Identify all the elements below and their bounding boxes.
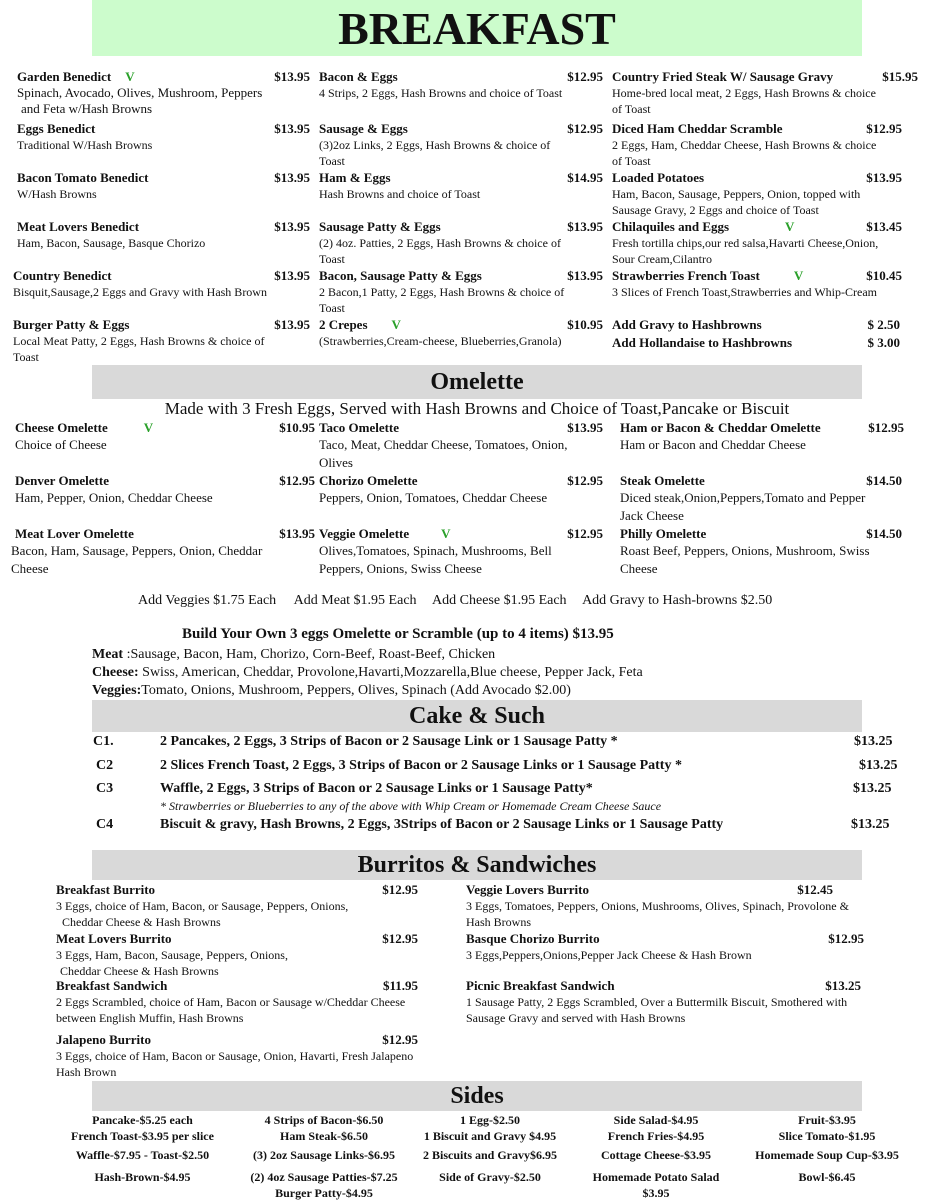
- item-description: Jack Cheese: [620, 508, 684, 523]
- menu-item: [612, 219, 902, 267]
- menu-item: [56, 978, 418, 1026]
- menu-item: [17, 69, 310, 117]
- item-description: Ham, Pepper, Onion, Cheddar Cheese: [15, 490, 213, 505]
- item-name: Sausage & Eggs: [319, 121, 408, 136]
- menu-item: [319, 526, 603, 578]
- build-meat-line: [92, 646, 495, 664]
- item-description: Toast: [319, 252, 345, 266]
- item-description: 2 Bacon,1 Patty, 2 Eggs, Hash Browns & choice of: [319, 285, 565, 299]
- item-name: Garden Benedict: [17, 69, 112, 84]
- item-name: Ham or Bacon & Cheddar Omelette: [620, 420, 821, 435]
- side-item: Waffle-$7.95 - Toast-$2.50: [75, 1148, 210, 1162]
- vegetarian-icon: V: [441, 526, 451, 541]
- item-name: Bacon & Eggs: [319, 69, 398, 84]
- item-description: Peppers, Onions, Swiss Cheese: [319, 561, 482, 576]
- item-description: (2) 4oz. Patties, 2 Eggs, Hash Browns & choice of: [319, 236, 561, 250]
- item-name: Chilaquiles and Eggs: [612, 219, 730, 234]
- item-price: $15.95: [882, 69, 918, 84]
- cake-price: $13.25: [851, 817, 890, 832]
- side-item: Bowl-$6.45: [798, 1170, 856, 1184]
- item-name: Sausage Patty & Eggs: [319, 219, 441, 234]
- menu-item: [612, 268, 902, 300]
- item-description: Peppers, Onion, Tomatoes, Cheddar Cheese: [319, 490, 548, 505]
- sides-banner: [92, 1081, 862, 1111]
- item-price: $13.95: [274, 170, 310, 185]
- cake-price: $13.25: [859, 758, 898, 773]
- menu-item: [466, 931, 864, 963]
- side-item: (3) 2oz Sausage Links-$6.95: [252, 1148, 395, 1162]
- item-description: Home-bred local meat, 2 Eggs, Hash Browns & choice: [612, 86, 876, 100]
- item-name: Add Hollandaise to Hashbrowns: [612, 335, 793, 350]
- item-name: Breakfast Sandwich: [56, 978, 168, 993]
- menu-item: [17, 121, 310, 153]
- item-name: Meat Lovers Burrito: [56, 931, 172, 946]
- item-name: 2 Crepes: [319, 317, 368, 332]
- cake-title: Cake & Such: [408, 702, 546, 729]
- item-price: $12.95: [567, 526, 603, 541]
- item-description: Ham, Bacon, Sausage, Peppers, Onion, topped with: [612, 187, 861, 201]
- omelette-title: Omelette: [430, 368, 524, 395]
- item-description: Olives: [319, 455, 353, 470]
- item-description: 3 Eggs, Ham, Bacon, Sausage, Peppers, Onions,: [56, 948, 288, 962]
- side-item: French Toast-$3.95 per slice: [71, 1129, 214, 1143]
- item-description: between English Muffin, Hash Browns: [56, 1011, 244, 1025]
- item-description: Hash Brown: [56, 1065, 117, 1079]
- omelette-subtitle: Made with 3 Fresh Eggs, Served with Hash Browns and Choice of Toast,Pancake or Biscuit: [164, 399, 790, 418]
- item-name: Denver Omelette: [15, 473, 109, 488]
- item-price: $12.95: [828, 931, 864, 946]
- item-name: Chorizo Omelette: [319, 473, 418, 488]
- item-name: Bacon Tomato Benedict: [17, 170, 149, 185]
- item-name: Meat Lovers Benedict: [17, 219, 140, 234]
- item-name: Jalapeno Burrito: [56, 1032, 151, 1047]
- addon-gravy: Add Gravy to Hash-browns $2.50: [582, 593, 773, 608]
- build-your-own-title: Build Your Own 3 eggs Omelette or Scramble (up to 4 items) $13.95: [182, 626, 614, 642]
- side-item: Burger Patty-$4.95: [275, 1186, 373, 1200]
- item-price: $13.95: [866, 170, 902, 185]
- item-price: $ 2.50: [867, 317, 900, 332]
- item-price: $13.95: [567, 420, 603, 435]
- cheese-options: Swiss, American, Cheddar, Provolone,Havarti,Mozzarella,Blue cheese, Pepper Jack, Feta: [138, 665, 643, 680]
- item-description: Sausage Gravy, 2 Eggs and choice of Toast: [612, 203, 819, 217]
- vegetarian-icon: V: [785, 219, 795, 234]
- side-item: 4 Strips of Bacon-$6.50: [264, 1113, 384, 1127]
- item-description: (3)2oz Links, 2 Eggs, Hash Browns & choice of: [319, 138, 551, 152]
- sides-title: Sides: [450, 1082, 504, 1109]
- item-price: $14.50: [866, 473, 902, 488]
- breakfast-banner: [92, 0, 862, 56]
- item-description: Roast Beef, Peppers, Onions, Mushroom, Swiss: [620, 543, 870, 558]
- addon-cheese: Add Cheese $1.95 Each: [432, 593, 567, 608]
- item-price: $10.95: [567, 317, 603, 332]
- menu-item: [620, 526, 902, 578]
- menu-item: [56, 882, 418, 930]
- item-name: Picnic Breakfast Sandwich: [466, 978, 615, 993]
- item-price: $13.95: [274, 317, 310, 332]
- side-item: Fruit-$3.95: [798, 1113, 856, 1127]
- side-item: French Fries-$4.95: [607, 1129, 705, 1143]
- side-item: 1 Biscuit and Gravy $4.95: [423, 1129, 557, 1143]
- item-description: Toast: [319, 154, 345, 168]
- item-description: 3 Eggs, choice of Ham, Bacon, or Sausage, Peppers, Onions,: [56, 899, 349, 913]
- item-description: Diced steak,Onion,Peppers,Tomato and Pepper: [620, 490, 866, 505]
- item-name: Eggs Benedict: [17, 121, 96, 136]
- side-item: $3.95: [642, 1186, 670, 1200]
- cake-price: $13.25: [853, 781, 892, 796]
- breakfast-title: BREAKFAST: [338, 2, 616, 54]
- cake-code: C2: [96, 758, 114, 773]
- omelette-addons: [138, 592, 772, 610]
- item-price: $12.95: [382, 931, 418, 946]
- item-price: $13.95: [274, 219, 310, 234]
- menu-item: [612, 69, 918, 117]
- item-description: Traditional W/Hash Browns: [17, 138, 153, 152]
- item-name: Steak Omelette: [620, 473, 705, 488]
- menu-item: [319, 219, 603, 267]
- cheese-label: Cheese:: [92, 665, 139, 680]
- cake-banner: [92, 700, 862, 732]
- item-price: $13.95: [279, 526, 315, 541]
- menu-item: [319, 420, 603, 472]
- menu-item: [612, 335, 900, 351]
- item-description: 2 Eggs, Ham, Cheddar Cheese, Hash Browns & choice: [612, 138, 877, 152]
- item-description: Hash Browns: [466, 915, 531, 929]
- item-description: 2 Eggs Scrambled, choice of Ham, Bacon or Sausage w/Cheddar Cheese: [56, 995, 406, 1009]
- item-description: Sour Cream,Cilantro: [612, 252, 712, 266]
- item-description: Sausage Gravy and served with Hash Browns: [466, 1011, 686, 1025]
- item-name: Veggie Omelette: [319, 526, 410, 541]
- item-description: 3 Eggs, Tomatoes, Peppers, Onions, Mushrooms, Olives, Spinach, Provolone &: [466, 899, 849, 913]
- item-description: Cheddar Cheese & Hash Browns: [62, 915, 221, 929]
- item-name: Taco Omelette: [319, 420, 400, 435]
- item-description: 3 Eggs, choice of Ham, Bacon or Sausage, Onion, Havarti, Fresh Jalapeno: [56, 1049, 414, 1063]
- vegetarian-icon: V: [143, 420, 154, 435]
- burritos-banner: [92, 850, 862, 880]
- item-price: $12.45: [797, 882, 833, 897]
- side-item: (2) 4oz Sausage Patties-$7.25: [250, 1170, 398, 1184]
- meat-options: :Sausage, Bacon, Ham, Chorizo, Corn-Beef, Roast-Beef, Chicken: [123, 647, 496, 662]
- item-description: Ham or Bacon and Cheddar Cheese: [620, 437, 806, 452]
- addon-veggies: Add Veggies $1.75 Each: [138, 593, 277, 608]
- cake-description: Waffle, 2 Eggs, 3 Strips of Bacon or 2 Sausage Links or 1 Sausage Patty*: [160, 781, 593, 796]
- menu-item: [620, 420, 904, 454]
- menu-item: [17, 219, 310, 251]
- item-price: $13.25: [825, 978, 861, 993]
- side-item: 1 Egg-$2.50: [460, 1113, 520, 1127]
- item-name: Ham & Eggs: [319, 170, 391, 185]
- item-description: Olives,Tomatoes, Spinach, Mushrooms, Bell: [319, 543, 552, 558]
- item-price: $10.45: [866, 268, 902, 283]
- item-name: Meat Lover Omelette: [15, 526, 134, 541]
- side-item: Ham Steak-$6.50: [280, 1129, 368, 1143]
- vegetarian-icon: V: [793, 268, 804, 283]
- item-price: $14.50: [866, 526, 902, 541]
- item-price: $13.95: [274, 69, 310, 84]
- menu-item: [466, 978, 861, 1026]
- side-item: Side Salad-$4.95: [613, 1113, 699, 1127]
- item-name: Philly Omelette: [620, 526, 707, 541]
- menu-item: [13, 317, 310, 365]
- item-description: Local Meat Patty, 2 Eggs, Hash Browns & choice of: [13, 334, 265, 348]
- side-item: Homemade Potato Salad: [592, 1170, 720, 1184]
- cake-description: 2 Pancakes, 2 Eggs, 3 Strips of Bacon or 2 Sausage Link or 1 Sausage Patty *: [160, 734, 618, 749]
- item-description: Bacon, Ham, Sausage, Peppers, Onion, Cheddar: [11, 543, 263, 558]
- item-name: Country Benedict: [13, 268, 112, 283]
- item-price: $12.95: [567, 69, 603, 84]
- side-item: Hash-Brown-$4.95: [94, 1170, 191, 1184]
- item-name: Loaded Potatoes: [612, 170, 705, 185]
- vegetarian-icon: V: [125, 69, 135, 84]
- addon-meat: Add Meat $1.95 Each: [293, 593, 417, 608]
- cake-code: C4: [96, 817, 114, 832]
- side-item: Pancake-$5.25 each: [92, 1113, 193, 1127]
- item-price: $13.95: [274, 121, 310, 136]
- item-description: Cheese: [620, 561, 658, 576]
- item-description: Cheese: [11, 561, 49, 576]
- menu-item: [15, 420, 315, 454]
- item-name: Veggie Lovers Burrito: [466, 882, 589, 897]
- cake-note: * Strawberries or Blueberries to any of the above with Whip Cream or Homemade Cream Cheese Sauce: [160, 799, 662, 813]
- item-description: 3 Eggs,Peppers,Onions,Pepper Jack Cheese & Hash Brown: [466, 948, 752, 962]
- item-name: Breakfast Burrito: [56, 882, 156, 897]
- menu-item: [319, 268, 603, 316]
- item-price: $13.45: [866, 219, 902, 234]
- cake-description: Biscuit & gravy, Hash Browns, 2 Eggs, 3Strips of Bacon or 2 Sausage Links or 1 Sausage Patty: [160, 817, 724, 832]
- omelette-banner: [92, 365, 862, 399]
- item-description: W/Hash Browns: [17, 187, 97, 201]
- item-price: $12.95: [382, 882, 418, 897]
- side-item: Cottage Cheese-$3.95: [601, 1148, 711, 1162]
- cake-code: C3: [96, 781, 114, 796]
- menu-item: [612, 121, 902, 169]
- item-description: (Strawberries,Cream-cheese, Blueberries,Granola): [319, 334, 562, 348]
- item-description: Spinach, Avocado, Olives, Mushroom, Peppers: [17, 85, 263, 100]
- menu-item: [612, 317, 900, 333]
- item-description: Hash Browns and choice of Toast: [319, 187, 481, 201]
- item-price: $10.95: [279, 420, 315, 435]
- item-price: $12.95: [567, 121, 603, 136]
- menu-item: [612, 170, 902, 218]
- item-price: $13.95: [567, 268, 603, 283]
- item-description: Toast: [319, 301, 345, 315]
- item-description: Choice of Cheese: [15, 437, 107, 452]
- side-item: Slice Tomato-$1.95: [778, 1129, 876, 1143]
- item-description: Toast: [13, 350, 39, 364]
- menu-item: [620, 473, 902, 525]
- menu-item: [319, 317, 603, 349]
- item-name: Country Fried Steak W/ Sausage Gravy: [612, 69, 834, 84]
- item-description: of Toast: [612, 102, 651, 116]
- item-name: Burger Patty & Eggs: [13, 317, 130, 332]
- item-description: Bisquit,Sausage,2 Eggs and Gravy with Hash Brown: [13, 285, 267, 299]
- item-price: $14.95: [567, 170, 603, 185]
- menu-item: [319, 121, 603, 169]
- meat-label: Meat: [92, 647, 124, 662]
- item-description: Taco, Meat, Cheddar Cheese, Tomatoes, Onion,: [319, 437, 568, 452]
- item-description: of Toast: [612, 154, 651, 168]
- build-cheese-line: [92, 664, 643, 682]
- menu-item: [56, 931, 418, 979]
- item-name: Diced Ham Cheddar Scramble: [612, 121, 783, 136]
- cake-description: 2 Slices French Toast, 2 Eggs, 3 Strips of Bacon or 2 Sausage Links or 1 Sausage Patty *: [160, 758, 682, 773]
- side-item: Homemade Soup Cup-$3.95: [755, 1148, 899, 1162]
- item-price: $ 3.00: [867, 335, 900, 350]
- item-description: Cheddar Cheese & Hash Browns: [60, 964, 219, 978]
- menu-item: [319, 170, 603, 202]
- menu-item: [466, 882, 849, 930]
- item-name: Strawberries French Toast: [612, 268, 760, 283]
- item-price: $12.95: [866, 121, 902, 136]
- item-price: $12.95: [279, 473, 315, 488]
- menu-item: [17, 170, 310, 202]
- item-description: Fresh tortilla chips,our red salsa,Havarti Cheese,Onion,: [612, 236, 879, 250]
- item-price: $12.95: [868, 420, 904, 435]
- item-name: Basque Chorizo Burrito: [466, 931, 600, 946]
- item-name: Add Gravy to Hashbrowns: [612, 317, 762, 332]
- item-description: 4 Strips, 2 Eggs, Hash Browns and choice of Toast: [319, 86, 563, 100]
- veggies-label: Veggies:: [92, 683, 142, 698]
- item-price: $13.95: [274, 268, 310, 283]
- menu-item: [319, 69, 603, 101]
- item-description: 3 Slices of French Toast,Strawberries and Whip-Cream: [612, 285, 877, 299]
- cake-code: C1.: [93, 734, 114, 749]
- side-item: Side of Gravy-$2.50: [439, 1170, 541, 1184]
- item-price: $13.95: [567, 219, 603, 234]
- menu-item: [56, 1032, 418, 1080]
- item-description: 1 Sausage Patty, 2 Eggs Scrambled, Over a Buttermilk Biscuit, Smothered with: [466, 995, 848, 1009]
- menu-item: [11, 526, 315, 578]
- item-price: $12.95: [567, 473, 603, 488]
- item-description: Ham, Bacon, Sausage, Basque Chorizo: [17, 236, 206, 250]
- item-name: Cheese Omelette: [15, 420, 108, 435]
- side-item: 2 Biscuits and Gravy$6.95: [422, 1148, 557, 1162]
- item-price: $12.95: [382, 1032, 418, 1047]
- item-name: Bacon, Sausage Patty & Eggs: [319, 268, 482, 283]
- menu-item: [15, 473, 315, 507]
- vegetarian-icon: V: [391, 317, 401, 332]
- build-veggies-line: [92, 682, 571, 700]
- veggies-options: Tomato, Onions, Mushroom, Peppers, Olives, Spinach (Add Avocado $2.00): [141, 683, 571, 698]
- item-price: $11.95: [382, 978, 418, 993]
- burritos-title: Burritos & Sandwiches: [357, 851, 597, 878]
- menu-item: [319, 473, 603, 507]
- cake-price: $13.25: [854, 734, 893, 749]
- item-description: and Feta w/Hash Browns: [21, 101, 153, 116]
- menu-item: [13, 268, 310, 300]
